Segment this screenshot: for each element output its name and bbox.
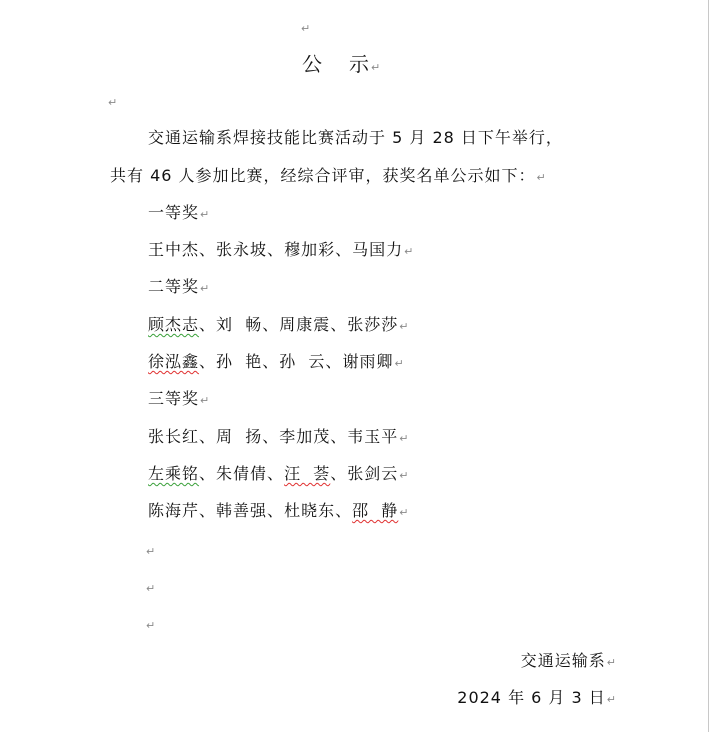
winner-name: 穆加彩	[284, 240, 336, 259]
second-prize-label: 二等奖	[148, 277, 200, 296]
name-separator: 、	[199, 427, 217, 446]
page-margin-rule	[708, 0, 709, 732]
document-date: 2024 年 6 月 3 日	[457, 688, 606, 707]
winner-name: 孙 艳	[216, 352, 263, 371]
winner-name: 刘 畅	[216, 315, 263, 334]
winners-row	[148, 315, 410, 337]
paragraph-mark: ↵	[399, 469, 410, 482]
name-separator: 、	[335, 501, 353, 520]
paragraph-mark: ↵	[606, 693, 617, 706]
paragraph-mark: ↵	[146, 582, 156, 595]
paragraph-mark: ↵	[371, 61, 382, 74]
paragraph-mark: ↵	[146, 619, 156, 632]
winner-name: 杜晓东	[284, 501, 336, 520]
name-separator: 、	[199, 315, 217, 334]
paragraph-mark: ↵	[606, 656, 617, 669]
name-separator: 、	[199, 352, 217, 371]
name-separator: 、	[330, 315, 348, 334]
intro-text-1: 交通运输系焊接技能比赛活动于 5 月 28 日下午举行，	[148, 128, 563, 147]
name-separator: 、	[330, 427, 348, 446]
title-char-1: 公	[302, 52, 323, 76]
signature-date	[457, 688, 617, 710]
paragraph-mark: ↵	[146, 545, 156, 558]
paragraph-mark: ↵	[399, 506, 410, 519]
intro-text-2: 共有 46 人参加比赛，经综合评审，获奖名单公示如下：	[110, 166, 536, 185]
name-separator: 、	[199, 464, 217, 483]
paragraph-mark: ↵	[404, 245, 415, 258]
winner-name: 徐泓鑫	[148, 352, 200, 371]
winners-row	[148, 240, 414, 262]
paragraph-mark: ↵	[108, 96, 118, 109]
third-prize-label: 三等奖	[148, 389, 200, 408]
name-separator: 、	[199, 501, 217, 520]
paragraph-mark: ↵	[399, 320, 410, 333]
name-separator: 、	[325, 352, 343, 371]
winner-name: 邵 静	[352, 501, 399, 520]
name-separator: 、	[330, 464, 348, 483]
name-separator: 、	[267, 464, 285, 483]
third-prize-heading	[148, 389, 210, 411]
winner-name: 张剑云	[347, 464, 399, 483]
intro-line-1	[148, 128, 563, 148]
signature-organization	[521, 651, 617, 673]
name-separator: 、	[199, 240, 217, 259]
paragraph-mark: ↵	[399, 432, 410, 445]
winner-name: 韩善强	[216, 501, 268, 520]
title-char-2: 示	[349, 52, 370, 76]
winner-name: 顾杰志	[148, 315, 200, 334]
winners-row	[148, 352, 405, 374]
first-prize-label: 一等奖	[148, 203, 200, 222]
name-separator: 、	[267, 501, 285, 520]
winner-name: 王中杰	[148, 240, 200, 259]
winner-name: 陈海芹	[148, 501, 200, 520]
winner-name: 张永坡	[216, 240, 268, 259]
name-separator: 、	[267, 240, 285, 259]
winner-name: 汪 荟	[284, 464, 331, 483]
name-separator: 、	[262, 352, 280, 371]
winners-row	[148, 501, 410, 523]
winner-name: 孙 云	[279, 352, 326, 371]
winners-row	[148, 464, 410, 486]
winner-name: 张莎莎	[347, 315, 399, 334]
paragraph-mark: ↵	[200, 282, 211, 295]
winner-name: 周康震	[279, 315, 331, 334]
paragraph-mark: ↵	[536, 171, 547, 184]
winner-name: 谢雨卿	[342, 352, 394, 371]
winner-name: 左乘铭	[148, 464, 200, 483]
paragraph-mark: ↵	[394, 357, 405, 370]
winner-name: 朱倩倩	[216, 464, 268, 483]
name-separator: 、	[335, 240, 353, 259]
name-separator: 、	[262, 315, 280, 334]
paragraph-mark: ↵	[200, 208, 211, 221]
winner-name: 马国力	[352, 240, 404, 259]
paragraph-mark: ↵	[200, 394, 211, 407]
organization-name: 交通运输系	[520, 651, 606, 670]
second-prize-heading	[148, 277, 210, 299]
winner-name: 李加茂	[279, 427, 331, 446]
intro-line-2	[110, 166, 547, 188]
winner-name: 韦玉平	[347, 427, 399, 446]
winner-name: 张长红	[148, 427, 200, 446]
page-title	[302, 52, 381, 80]
winners-row	[148, 427, 410, 449]
winner-name: 周 扬	[216, 427, 263, 446]
paragraph-mark: ↵	[301, 22, 311, 35]
name-separator: 、	[262, 427, 280, 446]
first-prize-heading	[148, 203, 210, 225]
